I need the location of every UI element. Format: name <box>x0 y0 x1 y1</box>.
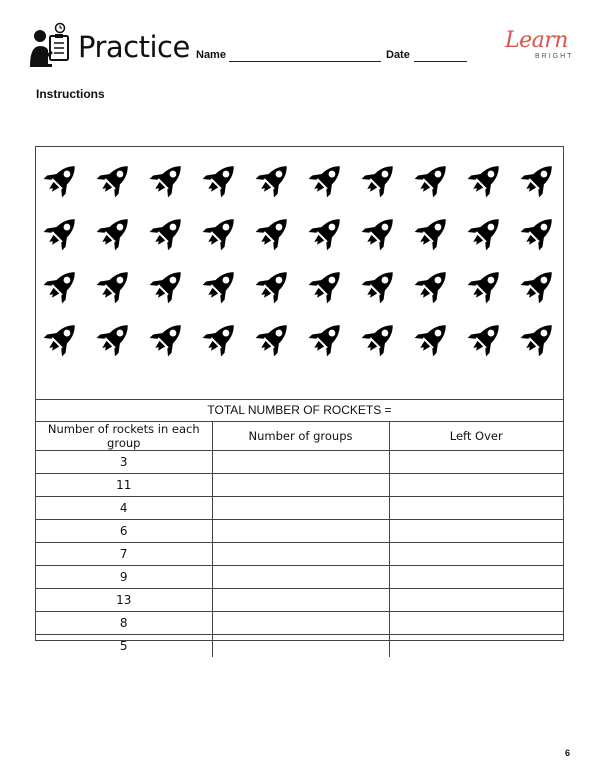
left-over-cell[interactable] <box>389 543 563 566</box>
table-row <box>36 612 563 635</box>
left-over-cell[interactable] <box>389 589 563 612</box>
rocket-icon <box>466 159 506 199</box>
rocket-icon <box>466 265 506 305</box>
teacher-clipboard-icon <box>30 22 72 70</box>
instructions-heading: Instructions <box>36 87 105 101</box>
left-over-cell[interactable] <box>389 497 563 520</box>
number-of-groups-cell[interactable] <box>212 451 389 474</box>
table-row <box>36 451 563 474</box>
rocket-icon <box>42 212 82 252</box>
column-header-left-over: Left Over <box>389 422 563 451</box>
table-row <box>36 543 563 566</box>
page-number: 6 <box>565 748 571 758</box>
name-label: Name <box>196 49 226 61</box>
left-over-cell[interactable] <box>389 474 563 497</box>
total-rockets-row <box>36 399 563 422</box>
rocket-icon <box>413 159 453 199</box>
rocket-icon <box>466 212 506 252</box>
rocket-icon <box>254 265 294 305</box>
number-of-groups-cell[interactable] <box>212 635 389 658</box>
date-field[interactable] <box>414 61 467 62</box>
rocket-icon <box>360 318 400 358</box>
column-header-number-of-groups: Number of groups <box>212 422 389 451</box>
rocket-icon <box>360 265 400 305</box>
rocket-icon <box>254 318 294 358</box>
group-size-cell: 3 <box>36 451 212 474</box>
rocket-icon <box>519 212 559 252</box>
group-size-cell: 4 <box>36 497 212 520</box>
rocket-icon <box>148 159 188 199</box>
rocket-icon <box>307 265 347 305</box>
left-over-cell[interactable] <box>389 612 563 635</box>
rocket-grid <box>36 147 563 399</box>
rocket-icon <box>254 159 294 199</box>
table-header-row <box>36 422 563 451</box>
grouping-table <box>36 422 563 657</box>
logo-brand: Learn <box>505 28 568 53</box>
rocket-icon <box>42 318 82 358</box>
rocket-icon <box>519 265 559 305</box>
table-row <box>36 589 563 612</box>
left-over-cell[interactable] <box>389 520 563 543</box>
table-row <box>36 497 563 520</box>
total-rockets-label: TOTAL NUMBER OF ROCKETS = <box>207 403 392 417</box>
left-over-cell[interactable] <box>389 635 563 658</box>
name-field[interactable] <box>229 61 381 62</box>
table-row <box>36 566 563 589</box>
rocket-icon <box>95 265 135 305</box>
column-header-rockets-per-group: Number of rockets in each group <box>36 422 212 451</box>
rocket-icon <box>95 318 135 358</box>
rocket-icon <box>42 265 82 305</box>
number-of-groups-cell[interactable] <box>212 612 389 635</box>
left-over-cell[interactable] <box>389 566 563 589</box>
group-size-cell: 11 <box>36 474 212 497</box>
rocket-icon <box>42 159 82 199</box>
number-of-groups-cell[interactable] <box>212 474 389 497</box>
rocket-icon <box>201 159 241 199</box>
group-size-cell: 8 <box>36 612 212 635</box>
rocket-icon <box>360 212 400 252</box>
rocket-icon <box>201 318 241 358</box>
rocket-icon <box>519 159 559 199</box>
rocket-icon <box>201 265 241 305</box>
page-title: Practice <box>78 30 190 64</box>
learn-bright-logo <box>505 28 583 64</box>
group-size-cell: 13 <box>36 589 212 612</box>
rocket-icon <box>466 318 506 358</box>
rocket-icon <box>254 212 294 252</box>
rocket-icon <box>201 212 241 252</box>
rocket-icon <box>307 212 347 252</box>
rocket-icon <box>148 318 188 358</box>
table-row <box>36 520 563 543</box>
rocket-icon <box>307 159 347 199</box>
group-size-cell: 6 <box>36 520 212 543</box>
group-size-cell: 5 <box>36 635 212 658</box>
rocket-icon <box>413 318 453 358</box>
number-of-groups-cell[interactable] <box>212 497 389 520</box>
left-over-cell[interactable] <box>389 451 563 474</box>
table-row <box>36 474 563 497</box>
number-of-groups-cell[interactable] <box>212 543 389 566</box>
group-size-cell: 7 <box>36 543 212 566</box>
number-of-groups-cell[interactable] <box>212 520 389 543</box>
table-row <box>36 635 563 658</box>
rocket-icon <box>413 212 453 252</box>
rocket-icon <box>519 318 559 358</box>
group-size-cell: 9 <box>36 566 212 589</box>
date-label: Date <box>386 49 410 61</box>
rocket-icon <box>360 159 400 199</box>
logo-tagline: BRIGHT <box>535 53 574 60</box>
rocket-icon <box>148 265 188 305</box>
rocket-icon <box>148 212 188 252</box>
rocket-icon <box>413 265 453 305</box>
rocket-icon <box>95 212 135 252</box>
rocket-icon <box>95 159 135 199</box>
worksheet-box <box>35 146 564 653</box>
rocket-icon <box>307 318 347 358</box>
number-of-groups-cell[interactable] <box>212 589 389 612</box>
number-of-groups-cell[interactable] <box>212 566 389 589</box>
